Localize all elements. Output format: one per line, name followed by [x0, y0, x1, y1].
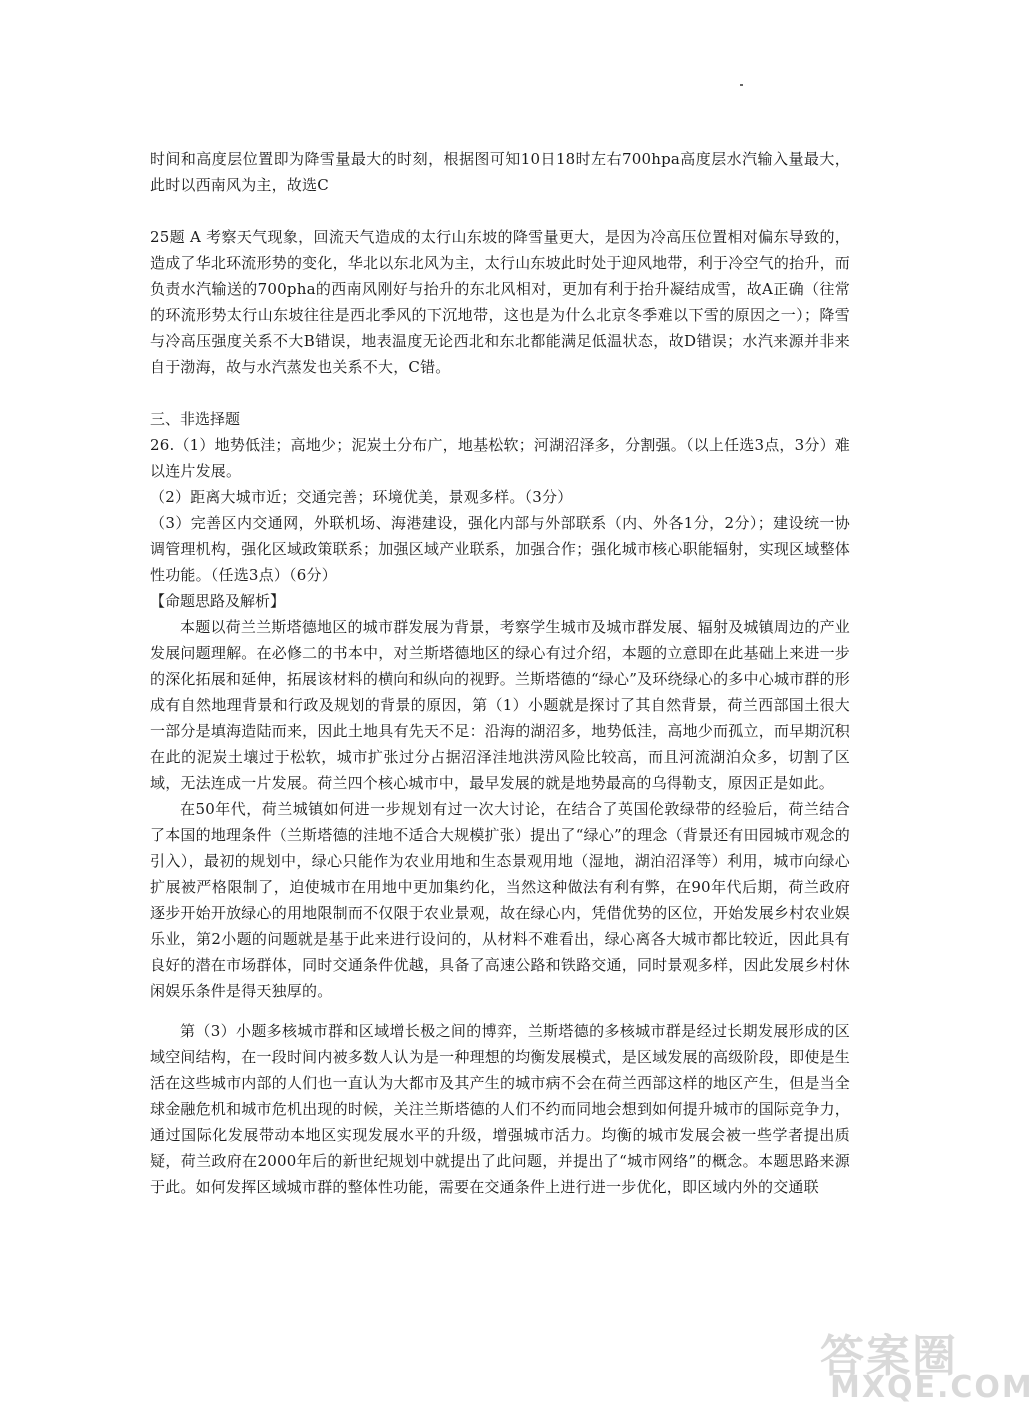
site-watermark — [810, 1320, 1034, 1408]
watermark-url: MXQE.COM — [830, 1370, 1034, 1405]
paragraph-q24-tail: 时间和高度层位置即为降雪量最大的时刻，根据图可知10日18时左右700hpa高度层水汽输入量最大，此时以西南风为主，故选C — [150, 150, 850, 194]
analysis-paragraph-2: 在50年代，荷兰城镇如何进一步规划有过一次大讨论，在结合了英国伦敦绿带的经验后，荷兰结合了本国的地理条件（兰斯塔德的洼地不适合大规模扩张）提出了“绿心”的理念（背景还有田园城市观念的引入），最初的规划中，绿心只能作为农业用地和生态景观用地（湿地，湖泊沼泽等）利用，城市向绿心扩展被严格限制了，迫使城市在用地中更加集约化，当然这种做法有利有弊，在90年代后期，荷兰政府逐步开始开放绿心的用地限制而不仅限于农业景观，故在绿心内，凭借优势的区位，开始发展乡村农业娱乐业，第2小题的问题就是基于此来进行设问的，从材料不难看出，绿心离各大城市都比较近，因此具有良好的潜在市场群体，同时交通条件优越，具备了高速公路和铁路交通，同时景观多样，因此发展乡村休闲娱乐条件是得天独厚的。 — [150, 800, 850, 1000]
analysis-paragraph-1: 本题以荷兰兰斯塔德地区的城市群发展为背景，考察学生城市及城市群发展、辐射及城镇周边的产业发展问题理解。在必修二的书本中，对兰斯塔德地区的绿心有过介绍，本题的立意即在此基础上来进一步的深化拓展和延伸，拓展该材料的横向和纵向的视野。兰斯塔德的“绿心”及环绕绿心的多中心城市群的形成有自然地理背景和行政及规划的背景的原因，第（1）小题就是探讨了其自然背景，荷兰西部国土很大一部分是填海造陆而来，因此土地具有先天不足：沿海的湖沼多，地势低洼，高地少而孤立，而早期沉积在此的泥炭土壤过于松软，城市扩张过分占据沼泽洼地洪涝风险比较高，而且河流湖泊众多，切割了区域，无法连成一片发展。荷兰四个核心城市中，最早发展的就是地势最高的乌得勒支，原因正是如此。 — [150, 618, 850, 792]
section-heading: 三、非选择题 — [150, 410, 241, 428]
analysis-heading: 【命题思路及解析】 — [150, 592, 286, 610]
analysis-paragraph-3: 第（3）小题多核城市群和区域增长极之间的博弈，兰斯塔德的多核城市群是经过长期发展形成的区域空间结构，在一段时间内被多数人认为是一种理想的均衡发展模式，是区域发展的高级阶段，即使是生活在这些城市内部的人们也一直认为大都市及其产生的城市病不会在荷兰西部这样的地区产生，但是当全球金融危机和城市危机出现的时候，关注兰斯塔德的人们不约而同地会想到如何提升城市的国际竞争力，通过国际化发展带动本地区实现发展水平的升级，增强城市活力。均衡的城市发展会被一些学者提出质疑，荷兰政府在2000年后的新世纪规划中就提出了此问题，并提出了“城市网络”的概念。本题思路来源于此。如何发挥区域城市群的整体性功能，需要在交通条件上进行进一步优化，即区域内外的交通联 — [150, 1022, 850, 1196]
paragraph-q25: 25题 A 考察天气现象，回流天气造成的太行山东坡的降雪量更大，是因为冷高压位置相对偏东导致的，造成了华北环流形势的变化，华北以东北风为主，太行山东坡此时处于迎风地带，利于冷空气的抬升，而负责水汽输送的700pha的西南风刚好与抬升的东北风相对，更加有利于抬升凝结成雪，故A正确（往常的环流形势太行山东坡往往是西北季风的下沉地带，这也是为什么北京冬季难以下雪的原因之一）；降雪与冷高压强度关系不大B错误，地表温度无论西北和东北都能满足低温状态，故D错误；水汽来源并非来自于渤海，故与水汽蒸发也关系不大，C错。 — [150, 228, 850, 376]
scan-dot — [740, 84, 743, 86]
q26-part1: 26.（1）地势低洼；高地少；泥炭土分布广，地基松软；河湖沼泽多，分割强。（以上任选3点，3分）难以连片发展。 — [150, 436, 850, 480]
document-body — [150, 146, 850, 1200]
q26-part2: （2）距离大城市近；交通完善；环境优美，景观多样。（3分） — [150, 488, 573, 506]
watermark-logo-text: 答案圈 — [820, 1331, 958, 1382]
q26-part3: （3）完善区内交通网，外联机场、海港建设，强化内部与外部联系（内、外各1分，2分）；建设统一协调管理机构，强化区域政策联系；加强区域产业联系，加强合作；强化城市核心职能辐射，实现区域整体性功能。（任选3点）（6分） — [150, 514, 850, 584]
